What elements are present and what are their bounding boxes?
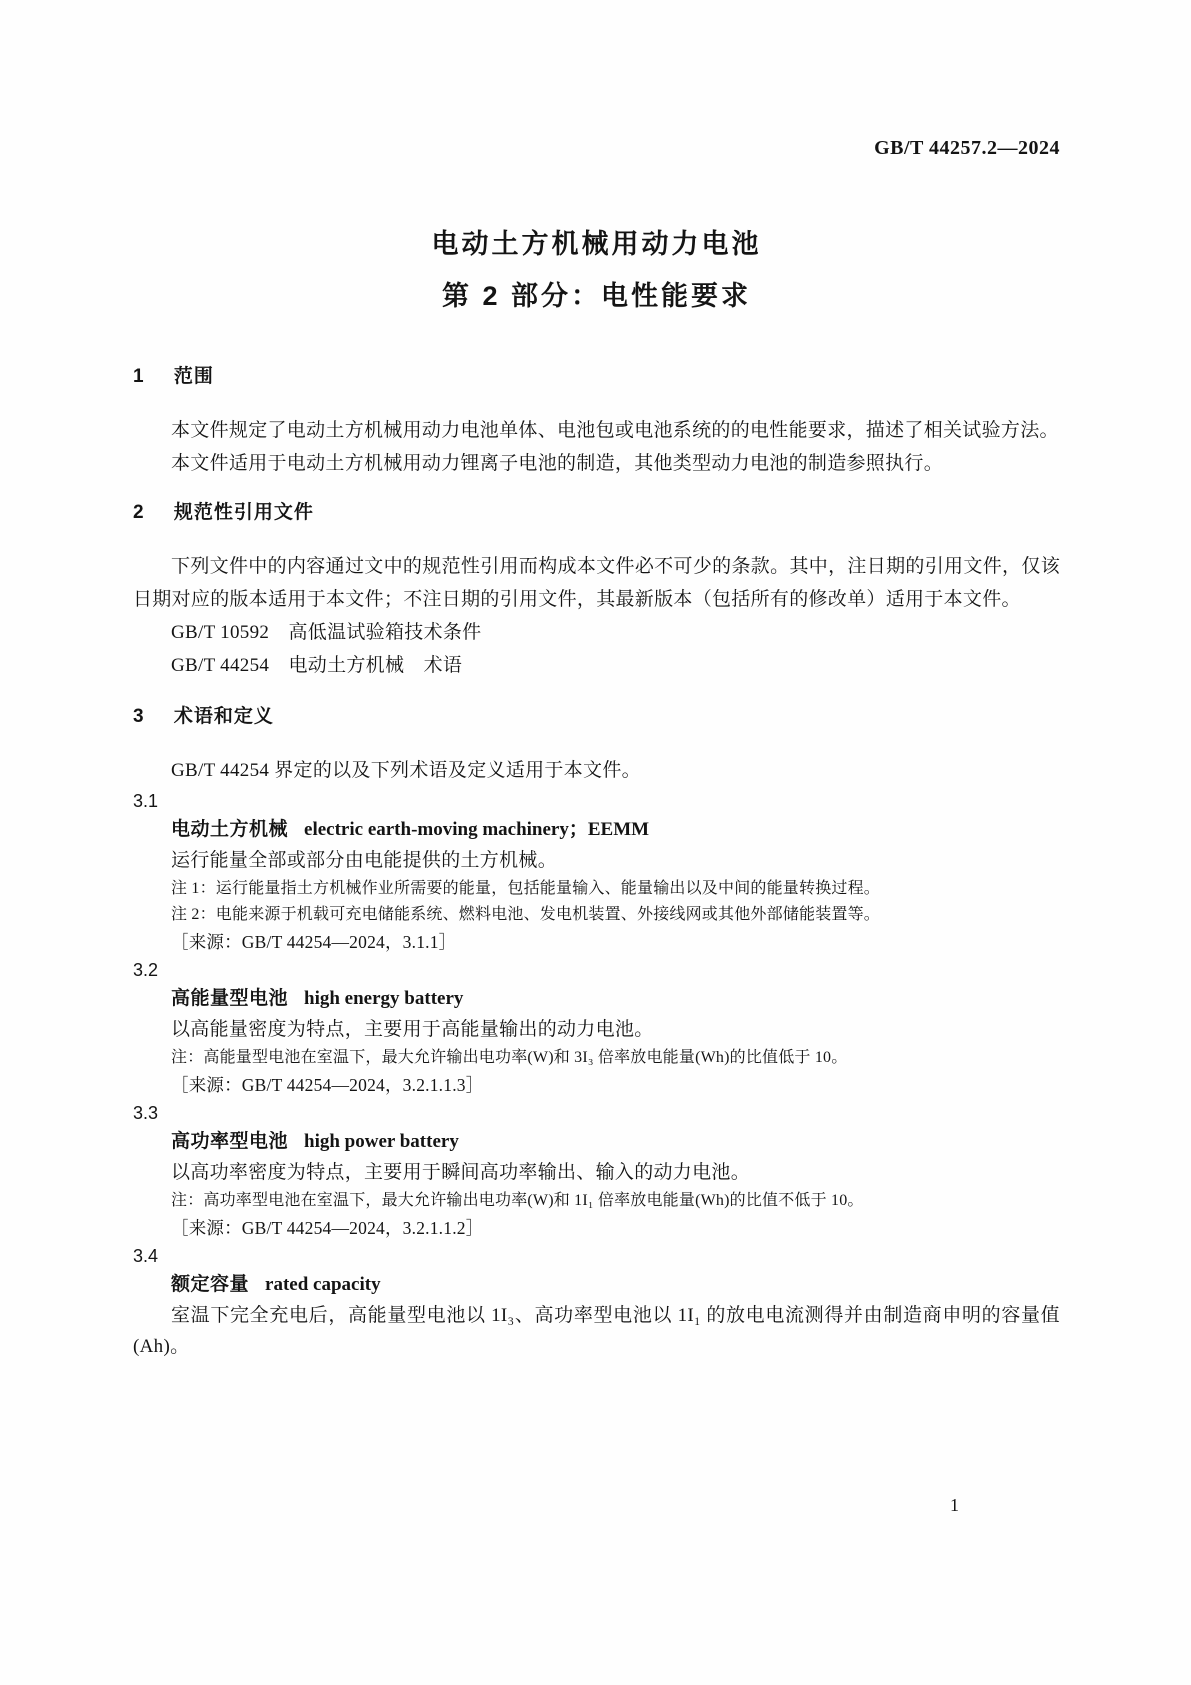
term-name-en: high energy battery xyxy=(304,988,464,1009)
term-note: 注：高功率型电池在室温下，最大允许输出电功率(W)和 1I₁ 倍率放电能量(Wh)的比值不低于 10。 xyxy=(171,1192,864,1209)
term-source: ［来源：GB/T 44254—2024，3.1.1］ xyxy=(171,932,457,952)
term-name-zh: 高能量型电池 xyxy=(171,988,289,1009)
term-definition: 运行能量全部或部分由电能提供的土方机械。 xyxy=(171,850,558,871)
term-note-2: 注 2：电能来源于机载可充电储能系统、燃料电池、发电机装置、外接线网或其他外部储能装置等。 xyxy=(171,906,881,923)
term-definition: 以高能量密度为特点，主要用于高能量输出的动力电池。 xyxy=(171,1019,654,1040)
normative-references-paragraph: 下列文件中的内容通过文中的规范性引用而构成本文件必不可少的条款。其中，注日期的引用文件，仅该日期对应的版本适用于本文件；不注日期的引用文件，其最新版本（包括所有的修改单）适用于本文件。 xyxy=(133,556,1060,610)
term-number: 3.4 xyxy=(133,1246,159,1266)
term-name-en: rated capacity xyxy=(265,1274,381,1295)
section-title: 范围 xyxy=(173,366,214,387)
section-heading-scope xyxy=(133,364,1060,390)
section-number: 2 xyxy=(133,502,144,523)
section-number: 1 xyxy=(133,366,144,387)
scope-paragraph-2: 本文件适用于电动土方机械用动力锂离子电池的制造，其他类型动力电池的制造参照执行。 xyxy=(171,453,944,474)
section-scope xyxy=(133,364,1060,480)
section-heading-normative-references xyxy=(133,500,1060,526)
section-heading-terms xyxy=(133,704,1060,730)
page-number: 1 xyxy=(950,1495,959,1515)
section-terms-and-definitions xyxy=(133,704,1060,1362)
term-3-1 xyxy=(133,787,1060,956)
term-name-zh: 电动土方机械 xyxy=(171,819,289,840)
term-name-en: high power battery xyxy=(304,1131,459,1152)
term-note: 注：高能量型电池在室温下，最大允许输出电功率(W)和 3I₃ 倍率放电能量(Wh)的比值低于 10。 xyxy=(171,1049,848,1066)
section-normative-references xyxy=(133,500,1060,682)
term-title xyxy=(133,984,1060,1014)
term-number: 3.3 xyxy=(133,1103,159,1123)
section-number: 3 xyxy=(133,706,144,727)
reference-item: GB/T 44254 电动土方机械 术语 xyxy=(171,655,463,676)
term-title xyxy=(133,1270,1060,1300)
term-title xyxy=(133,815,1060,845)
term-name-en: electric earth-moving machinery；EEMM xyxy=(304,819,650,840)
term-definition: 室温下完全充电后，高能量型电池以 1I₃、高功率型电池以 1I₁ 的放电电流测得并由制造商申明的容量值(Ah)。 xyxy=(133,1305,1060,1357)
term-title xyxy=(133,1127,1060,1157)
term-3-2 xyxy=(133,956,1060,1099)
term-number: 3.1 xyxy=(133,791,159,811)
title-line-1: 电动土方机械用动力电池 xyxy=(431,229,762,259)
term-name-zh: 高功率型电池 xyxy=(171,1131,289,1152)
term-name-zh: 额定容量 xyxy=(171,1274,250,1295)
scope-paragraph-1: 本文件规定了电动土方机械用动力电池单体、电池包或电池系统的的电性能要求，描述了相关试验方法。 xyxy=(171,420,1059,441)
term-source: ［来源：GB/T 44254—2024，3.2.1.1.3］ xyxy=(171,1075,484,1095)
section-title: 术语和定义 xyxy=(173,706,274,727)
term-source: ［来源：GB/T 44254—2024，3.2.1.1.2］ xyxy=(171,1218,484,1238)
term-3-3 xyxy=(133,1099,1060,1242)
term-definition: 以高功率密度为特点，主要用于瞬间高功率输出、输入的动力电池。 xyxy=(171,1162,751,1183)
reference-item: GB/T 10592 高低温试验箱技术条件 xyxy=(171,622,482,643)
doc-number: GB/T 44257.2—2024 xyxy=(874,137,1060,159)
section-title: 规范性引用文件 xyxy=(173,502,314,523)
term-3-4 xyxy=(133,1242,1060,1362)
term-number: 3.2 xyxy=(133,960,159,980)
document-title xyxy=(133,218,1060,322)
terms-intro: GB/T 44254 界定的以及下列术语及定义适用于本文件。 xyxy=(171,760,641,781)
title-line-2: 第 2 部分：电性能要求 xyxy=(441,281,752,311)
term-note-1: 注 1：运行能量指土方机械作业所需要的能量，包括能量输入、能量输出以及中间的能量转换过程。 xyxy=(171,880,881,897)
